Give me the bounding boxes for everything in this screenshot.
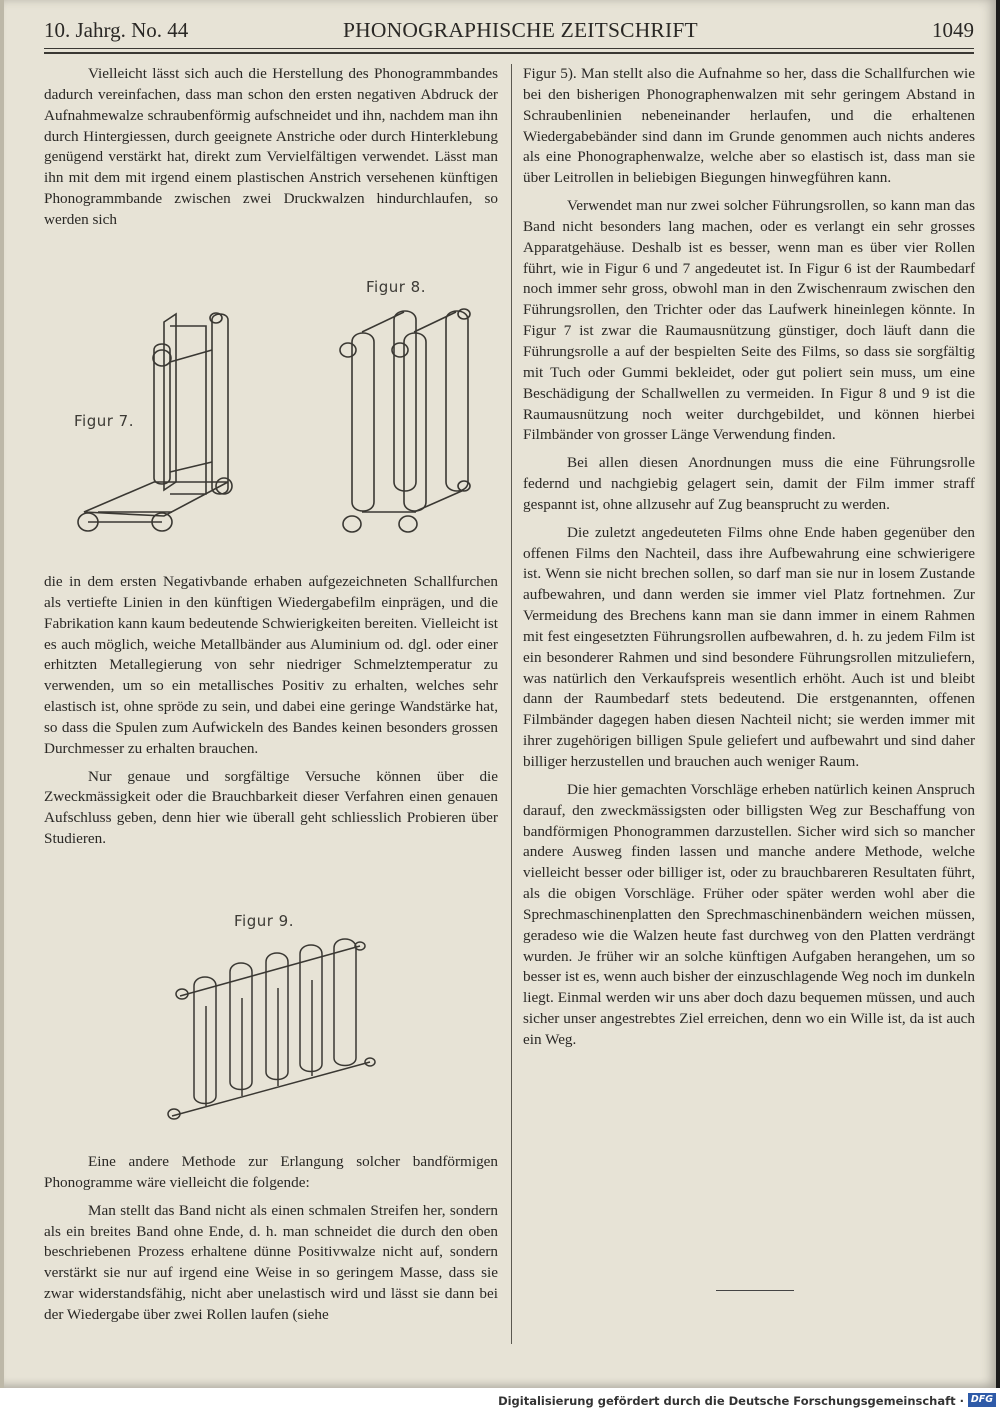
header-rule-thick: [44, 52, 974, 54]
page-number: 1049: [932, 18, 974, 42]
multi-roller-illustration: [150, 906, 390, 1136]
column-divider: [511, 64, 512, 1344]
journal-title: PHONOGRAPHISCHE ZEITSCHRIFT: [343, 18, 698, 42]
paragraph: Bei allen diesen Anordnungen muss die eine Führungsrolle federnd und nachgiebig gelagert sein, damit der Film immer straff gespannt ist, ohne allzusehr auf Zug beansprucht zu werden.: [523, 454, 975, 513]
left-column-bottom: [44, 1152, 498, 1326]
paragraph: Vielleicht lässt sich auch die Herstellung des Phonogrammbandes dadurch vereinfachen, dass man schon den ersten negativen Abdruck der Aufnahmewalze schraubenförmig aufschneidet und ihn, nachdem man ihn durch Hintergiessen, durch geeignete Anstriche oder durch Hinterklebung genügend verstärkt hat, direkt zum Vervielfältigen verwendet. Lässt man ihn mit dem mit irgend einem plastischen Anstrich versehenen künftigen Phonogrammbande zwischen zwei Druckwalzen hindurchlaufen, so werden sich: [44, 65, 498, 228]
paragraph: Verwendet man nur zwei solcher Führungsrollen, so kann man das Band nicht besonders lang machen, oder es verlangt ein sehr grosses Apparatgehäuse. Deshalb ist es besser, wenn man es über vier Rollen führt, wie in Figur 6 und 7 angedeutet ist. In Figur 6 ist der Raumbedarf noch immer sehr gross, obwohl man in den Zwischenraum zwischen den Führungsrollen, den Trichter oder das Laufwerk hineinlegen könnte. In Figur 7 ist zwar die Raumausnützung günstiger, doch läuft dann die Führungsrolle a auf der bespielten Seite des Films, so dass sie sorgfältig mit Tuch oder Gummi bekleidet, oder gut poliert sein muss, um eine Beschädigung der Schallwellen zu vermeiden. In Figur 8 und 9 ist die Raumausnützung noch weiter durchgebildet, und können hierbei Filmbänder von grosser Länge Verwendung finden.: [523, 197, 975, 444]
digitization-footer: [0, 1388, 1000, 1414]
figure-9-label: Figur 9.: [234, 912, 294, 930]
end-rule: [716, 1290, 794, 1291]
paragraph: Die zuletzt angedeuteten Films ohne Ende haben gegenüber den offenen Films den Nachteil, dass ihre Aufbewahrung eine schwierigere ist. Wenn sie nicht brechen sollen, so darf man sie nur in losem Zustande aufbewahren, und dann werden sie immer viel Platz fortnehmen. Zur Vermeidung des Brechens kann man sie dann immer in einem Rahmen mit fest eingesetzten Führungsrollen aufbewahren, d. h. zu jedem Film ist ein besonderer Rahmen und sind besondere Führungsrollen mitzuliefern, was natürlich den Verkaufspreis wesentlich erhöht. Auch ist und bleibt dann der Raumbedarf stets bedeutend. Die erstgenannten, offenen Filmbänder dagegen haben diesen Nachteil nicht; sie werden immer mit ihrer zugehörigen billigen Spule geliefert und aufbewahrt und sind daher billiger herzustellen und brauchen auch weniger Raum.: [523, 523, 975, 770]
binding-edge: [0, 0, 4, 1388]
running-header: [44, 18, 974, 48]
left-column-top: [44, 64, 498, 231]
paragraph: Man stellt das Band nicht als einen schmalen Streifen her, sondern als ein breites Band ohne Ende, d. h. man schneidet die durch den oben beschriebenen Prozess erhaltene dünne Positivwalze nicht auf, sondern verstärkt sie nur auf irgend eine Weise in so geringem Masse, dass sie zwar widerstandsfähig, nicht aber unelastisch wird und lässt sie dann bei der Wiedergabe über zwei Rollen laufen (siehe: [44, 1201, 498, 1323]
figure-8-label: Figur 8.: [366, 278, 426, 296]
figure-7-8: [44, 272, 498, 562]
right-column: [523, 64, 975, 1051]
dfg-logo: DFG: [968, 1393, 996, 1407]
paragraph: Figur 5). Man stellt also die Aufnahme so her, dass die Schallfurchen wie bei den bisherigen Phonographenwalzen mit sehr geringem Abstand in Schraubenlinien nebeneinander herlaufen, und die erhaltenen Wiedergabebänder sind dann im Grunde genommen auch nichts anderes als eine Phonographenwalze, welche aber so elastisch ist, dass man sie über Leitrollen in beliebigen Biegungen hinwegführen kann.: [523, 65, 975, 187]
funding-note: Digitalisierung gefördert durch die Deutsche Forschungsgemeinschaft ·: [498, 1394, 964, 1408]
figure-9: [150, 906, 390, 1136]
figure-7-label: Figur 7.: [74, 412, 134, 430]
volume-issue: 10. Jahrg. No. 44: [44, 18, 189, 42]
paragraph: die in dem ersten Negativbande erhaben aufgezeichneten Schallfurchen als vertiefte Linien in den künftigen Wiedergabefilm einprägen, und die Fabrikation kann kaum bedeutende Schwierigkeiten bereiten. Vielleicht ist es auch möglich, weiche Metallbänder aus Aluminium od. dgl. oder einer erhitzten Metallegierung von sehr niedriger Schmelztemperatur zu verwenden, um so ein metallisches Positiv zu erhalten, welches sehr elastisch ist, ohne spröde zu sein, und dabei eine geringe Wandstärke hat, so dass die Spulen zum Aufwickeln des Bandes keinen besonders grossen Durchmesser zu erhalten brauchen.: [44, 573, 498, 757]
paragraph: Nur genaue und sorgfältige Versuche können über die Zweckmässigkeit oder die Brauchbarkeit dieser Verfahren einen genauen Aufschluss geben, denn hier wie überall geht schliesslich Probieren über Studieren.: [44, 767, 498, 848]
paragraph: Die hier gemachten Vorschläge erheben natürlich keinen Anspruch darauf, den zweckmässigsten oder billigsten Weg zur Beschaffung von bandförmigen Phonogrammen darzustellen. Sicher wird sich so mancher andere Ausweg finden lassen und manche andere Methode, welche vielleicht besser oder billiger ist, oder zu brauchbareren Resultaten führt, als die obigen Vorschläge. Früher oder später werden wohl aber die Sprechmaschinenplatten den Sprechmaschinenbändern weichen müssen, geradeso wie die Walzen heute fast durchweg von den Platten verdrängt wurden. Je früher wir an solche künftigen Aufgaben herangehen, um so besser ist es, wenn auch bisher der einzuschlagende Weg noch im dunkeln liegt. Einmal werden wir uns aber doch dazu bequemen müssen, und auch sicher unser angestrebtes Ziel erreichen, denn wo ein Wille ist, da ist auch ein Weg.: [523, 780, 975, 1048]
left-column-middle: [44, 572, 498, 850]
header-rule: [44, 48, 974, 49]
paragraph: Eine andere Methode zur Erlangung solcher bandförmigen Phonogramme wäre vielleicht die folgende:: [44, 1153, 498, 1191]
